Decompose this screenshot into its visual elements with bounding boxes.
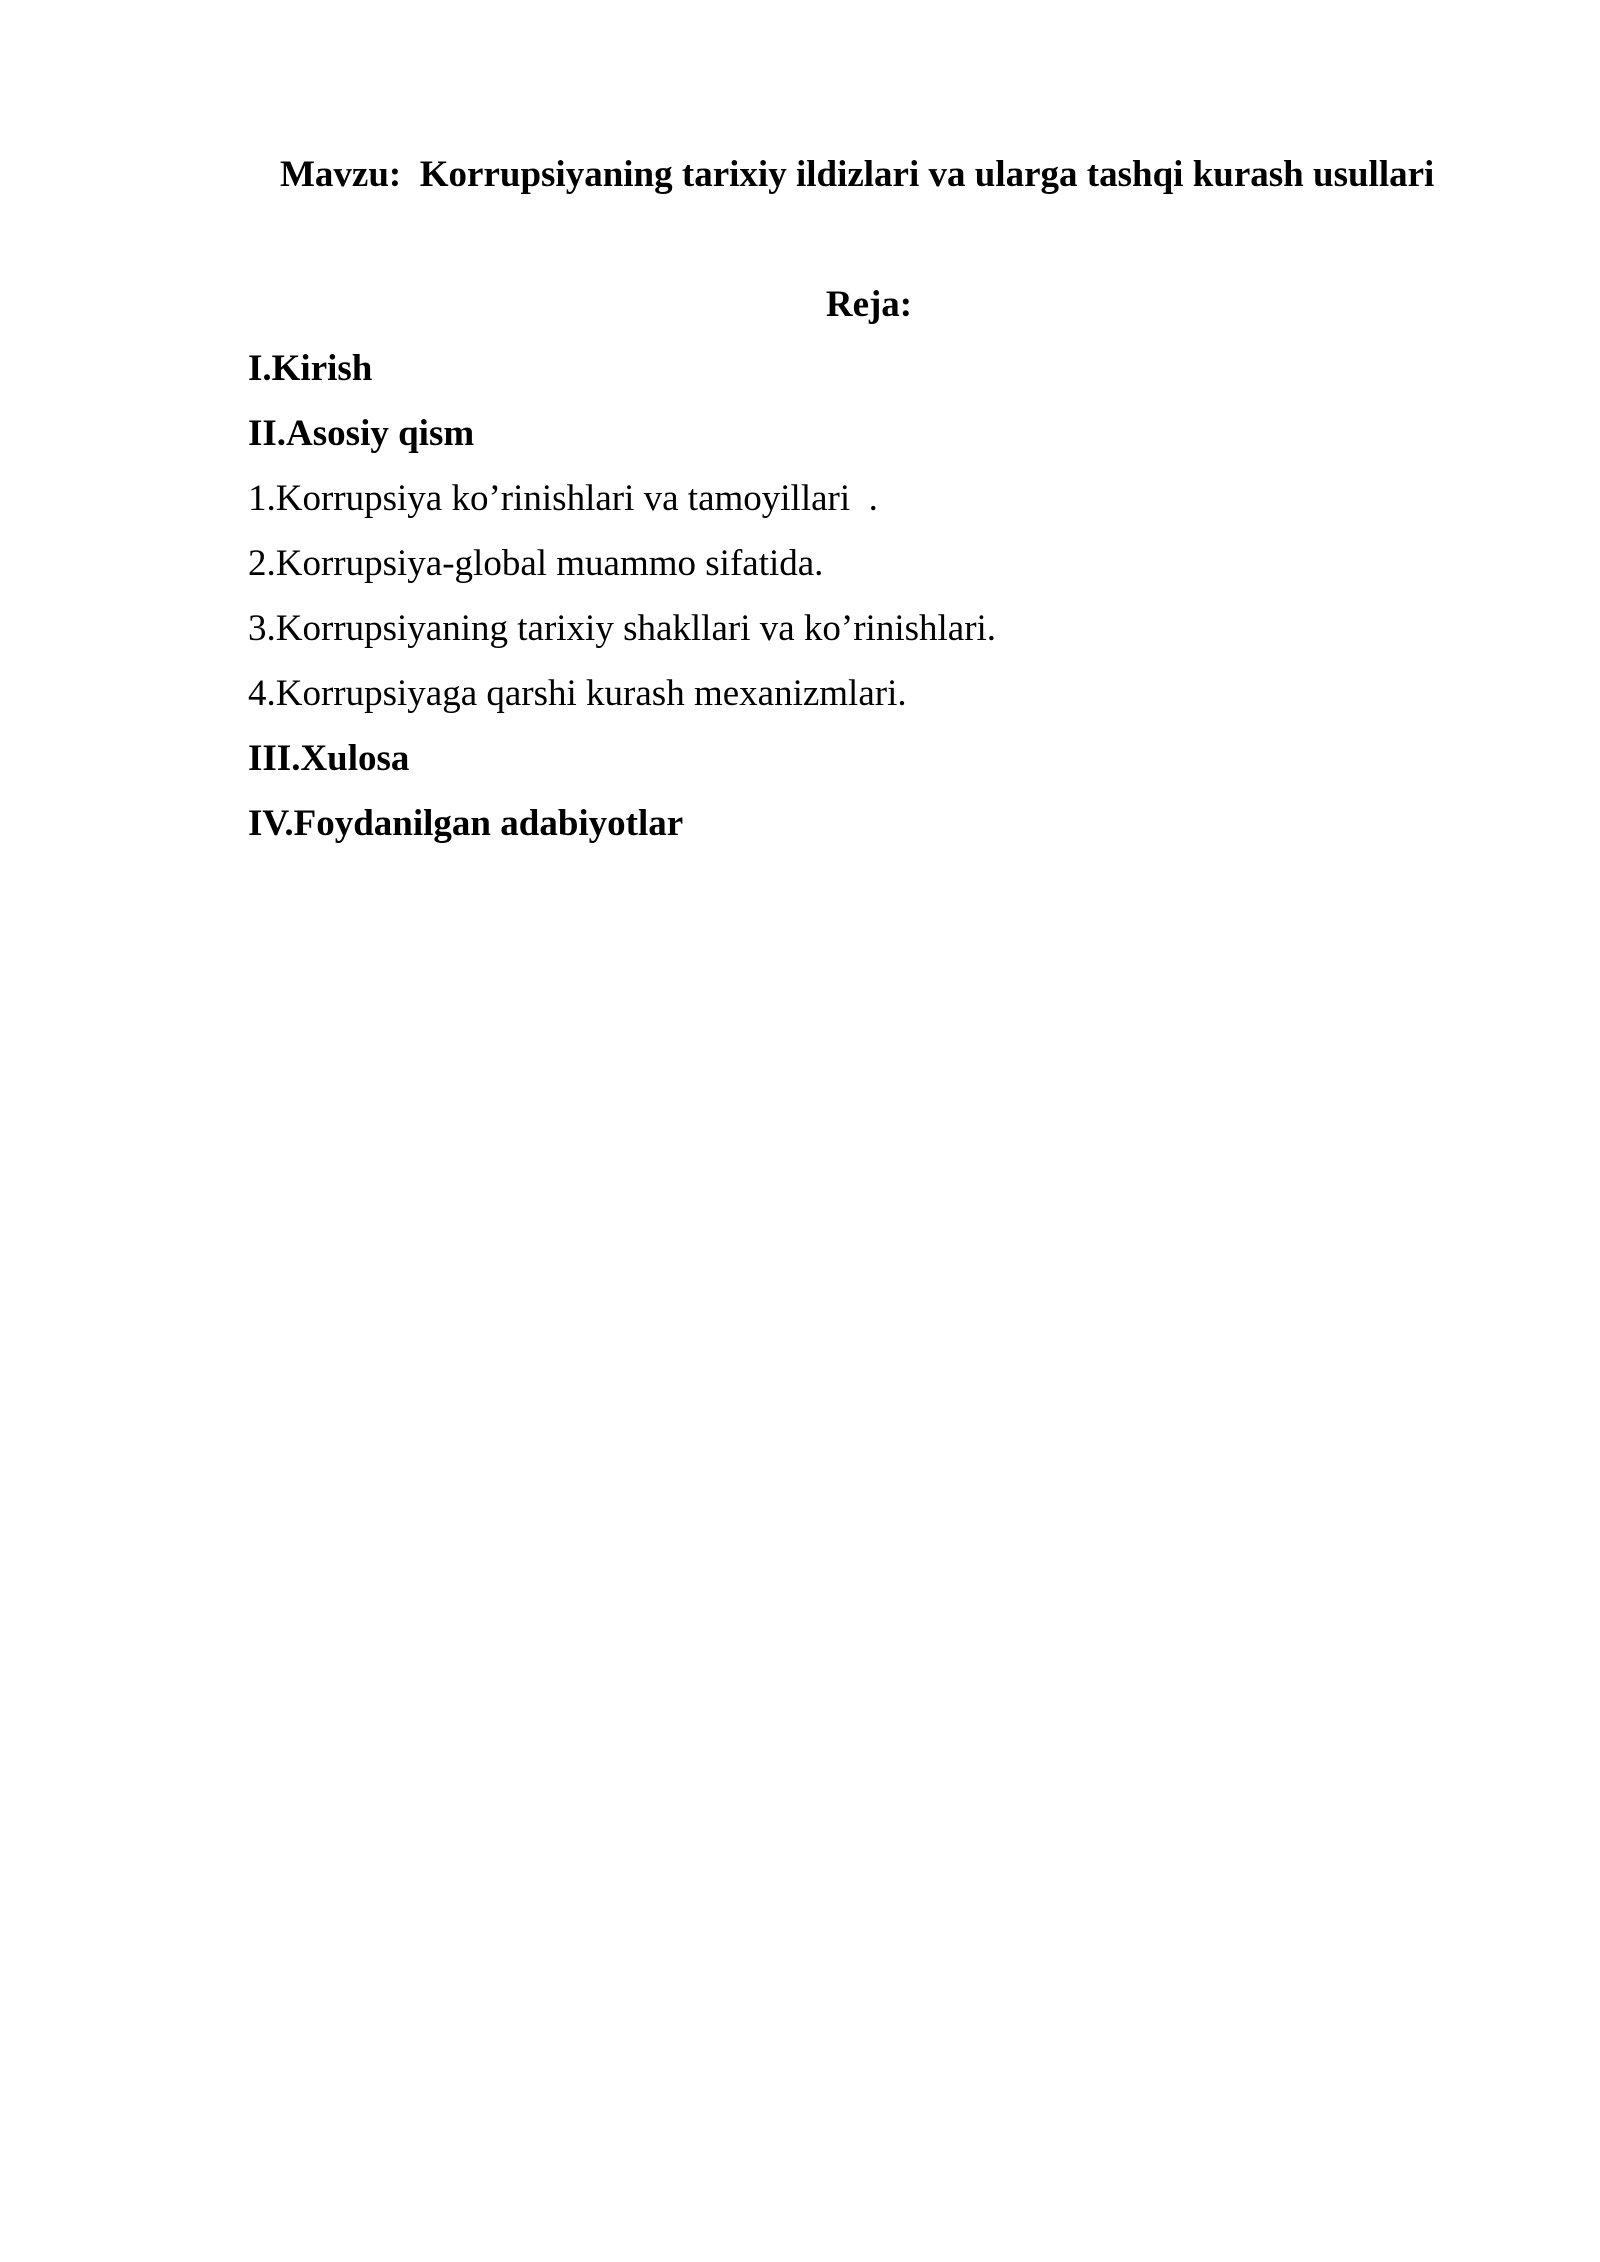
plan-item-4: 4.Korrupsiyaga qarshi kurash mexanizmlari. — [248, 673, 907, 714]
document-title: Mavzu: Korrupsiyaning tarixiy ildizlari va ularga tashqi kurash usullari — [280, 154, 1435, 195]
plan-item-1: 1.Korrupsiya ko’rinishlari va tamoyillari . — [248, 478, 878, 519]
plan-item-2: 2.Korrupsiya-global muammo sifatida. — [248, 543, 824, 584]
plan-list — [248, 344, 996, 864]
plan-heading: Reja: — [825, 284, 913, 325]
plan-item-asosiy-qism: II.Asosiy qism — [248, 413, 475, 454]
plan-item-3: 3.Korrupsiyaning tarixiy shakllari va ko’rinishlari. — [248, 608, 997, 649]
plan-item-adabiyotlar: IV.Foydanilgan adabiyotlar — [248, 803, 684, 844]
plan-item-xulosa: III.Xulosa — [248, 738, 410, 779]
plan-item-kirish: I.Kirish — [248, 348, 373, 389]
